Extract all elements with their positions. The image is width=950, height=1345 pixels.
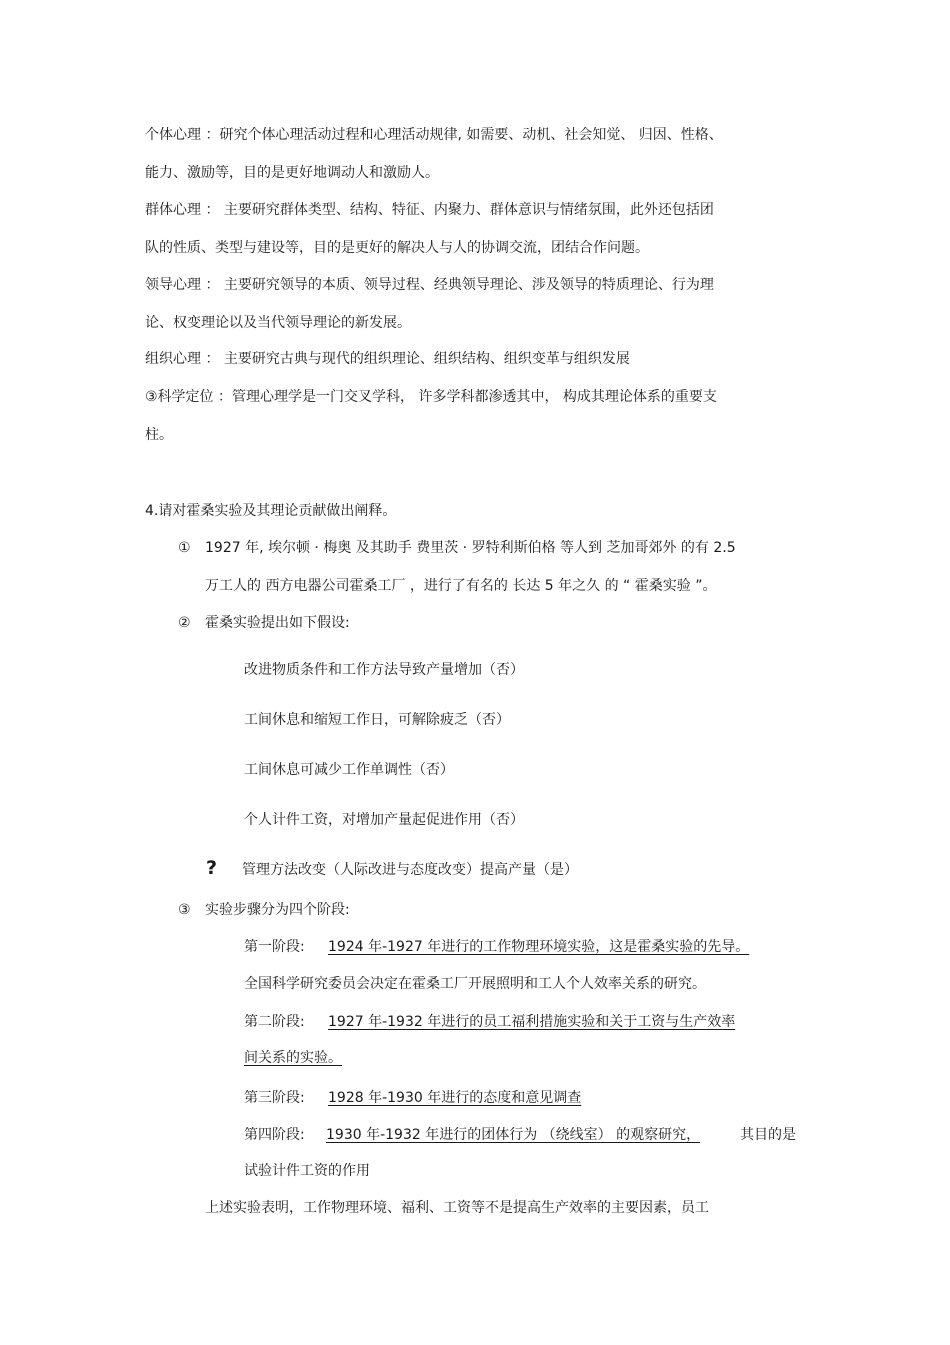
- question-mark-icon: ?: [206, 857, 218, 879]
- stage-3-text: 1928 年-1930 年进行的态度和意见调查: [328, 1090, 582, 1106]
- stage-4-text: 1930 年-1932 年进行的团体行为 （绕线室） 的观察研究，: [326, 1127, 701, 1143]
- paragraph-group-psychology-line1: 群体心理 ： 主要研究群体类型、结构、特征、内聚力、群体意识与情绪氛围，此外还包括团: [145, 202, 714, 218]
- paragraph-group-psychology-line2: 队的性质、类型与建设等，目的是更好的解决人与人的协调交流，团结合作问题。: [145, 240, 649, 256]
- hypothesis-3: 工间休息可减少工作单调性（否）: [244, 762, 454, 778]
- item-1-line2: 万工人的 西方电器公司霍桑工厂 ，进行了有名的 长达 5 年之久 的 “ 霍桑实验 ”。: [205, 578, 717, 594]
- hypothesis-5: 管理方法改变（人际改进与态度改变）提高产量（是）: [242, 862, 578, 878]
- paragraph-individual-psychology-line2: 能力、激励等，目的是更好地调动人和激励人。: [145, 165, 439, 181]
- paragraph-scientific-positioning-line2: 柱。: [145, 427, 173, 443]
- question-4-title: 4.请对霍桑实验及其理论贡献做出阐释。: [145, 503, 397, 519]
- item-3-text: 实验步骤分为四个阶段:: [205, 902, 350, 918]
- hypothesis-4: 个人计件工资，对增加产量起促进作用（否）: [244, 812, 524, 828]
- paragraph-individual-psychology-line1: 个体心理 ：研究个体心理活动过程和心理活动规律, 如需要、动机、社会知觉、 归因、性格、: [145, 127, 723, 143]
- hypothesis-1: 改进物质条件和工作方法导致产量增加（否）: [244, 662, 524, 678]
- item-3-marker: ③: [178, 902, 191, 918]
- stage-2-label: 第二阶段:: [244, 1014, 305, 1030]
- stage-1-text: 1924 年-1927 年进行的工作物理环境实验，这是霍桑实验的先导。: [328, 939, 750, 955]
- conclusion-text: 上述实验表明，工作物理环境、福利、工资等不是提高生产效率的主要因素，员工: [205, 1200, 709, 1216]
- item-1-marker: ①: [178, 540, 191, 556]
- item-2-marker: ②: [178, 615, 191, 631]
- paragraph-leadership-psychology-line1: 领导心理 ： 主要研究领导的本质、领导过程、经典领导理论、涉及领导的特质理论、行为理: [145, 277, 714, 293]
- stage-1-note: 全国科学研究委员会决定在霍桑工厂开展照明和工人个人效率关系的研究。: [244, 976, 706, 992]
- item-1-line1: 1927 年, 埃尔顿 · 梅奥 及其助手 费里茨 · 罗特利斯伯格 等人到 芝加哥郊外 的有 2.5: [205, 540, 736, 556]
- hypothesis-2: 工间休息和缩短工作日，可解除疲乏（否）: [244, 712, 510, 728]
- item-2-text: 霍桑实验提出如下假设:: [205, 615, 350, 631]
- paragraph-scientific-positioning-line1: ③科学定位 ：管理心理学是一门交叉学科， 许多学科都渗透其中， 构成其理论体系的重要支: [145, 389, 717, 405]
- stage-1-label: 第一阶段:: [244, 939, 305, 955]
- stage-4-label: 第四阶段:: [244, 1127, 305, 1143]
- stage-4-line2: 试验计件工资的作用: [244, 1163, 370, 1179]
- stage-2-text: 1927 年-1932 年进行的员工福利措施实验和关于工资与生产效率: [328, 1014, 736, 1030]
- stage-2-line2: 间关系的实验。: [244, 1050, 342, 1066]
- stage-4-tail: 其目的是: [740, 1127, 796, 1143]
- stage-3-label: 第三阶段:: [244, 1090, 305, 1106]
- paragraph-organization-psychology: 组织心理 ： 主要研究古典与现代的组织理论、组织结构、组织变革与组织发展: [145, 351, 630, 367]
- paragraph-leadership-psychology-line2: 论、权变理论以及当代领导理论的新发展。: [145, 315, 411, 331]
